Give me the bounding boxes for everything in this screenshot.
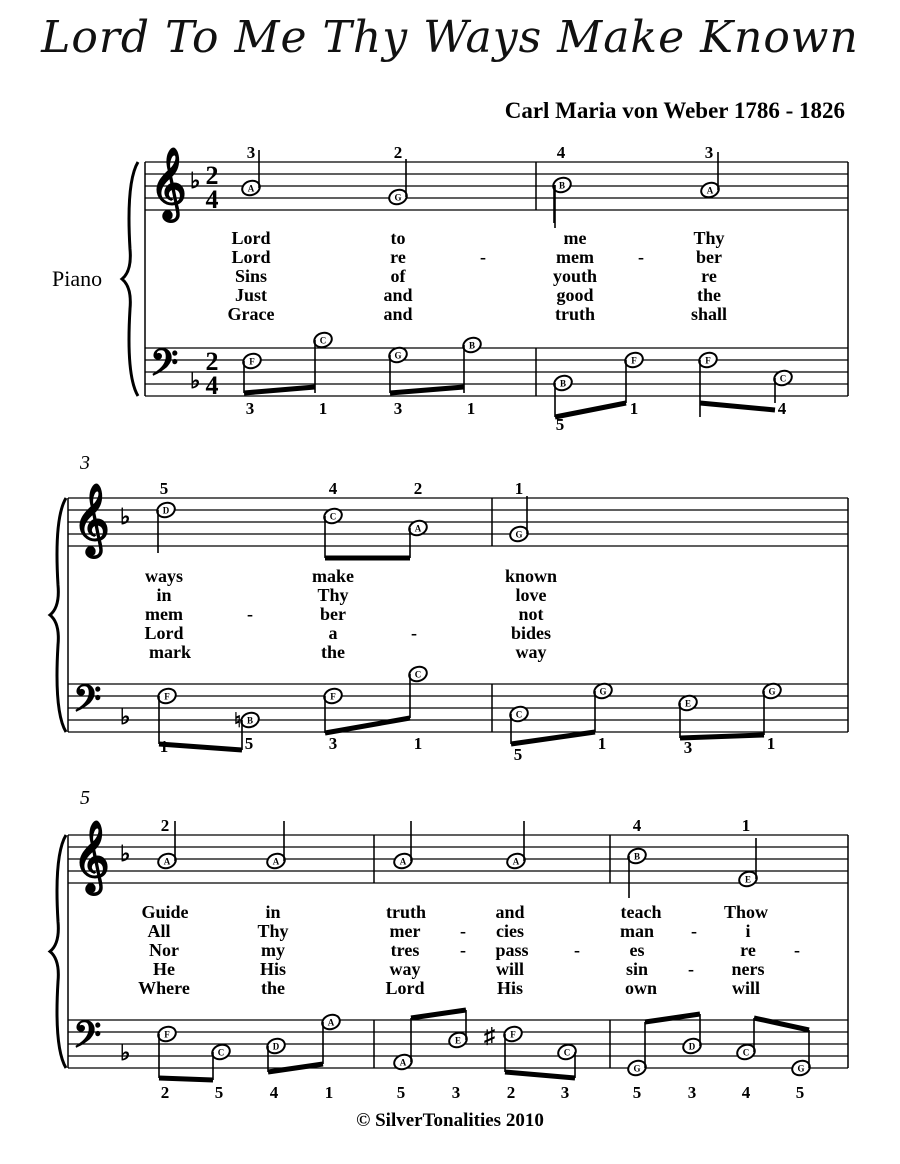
fingering-number: 1 — [597, 734, 607, 753]
fingering-number: 5 — [632, 1083, 642, 1102]
lyric-syllable: youth — [552, 266, 598, 286]
beam — [700, 403, 775, 410]
fingering-number: 3 — [393, 399, 403, 418]
lyric-syllable: Thy — [257, 921, 289, 941]
lyric-syllable: truth — [555, 304, 595, 324]
lyric-syllable: - — [247, 604, 253, 624]
brace — [122, 162, 138, 396]
composer-credit: Carl Maria von Weber 1786 - 1826 — [504, 98, 845, 123]
brace — [50, 835, 66, 1068]
lyric-syllable: - — [574, 940, 580, 960]
flat-key-signature-icon: ♭ — [120, 1040, 131, 1065]
lyric-syllable: pass — [495, 940, 529, 960]
time-signature-bottom: 4 — [205, 371, 219, 400]
lyric-syllable: Lord — [231, 228, 271, 248]
lyric-syllable: and — [383, 285, 413, 305]
note-letter: F — [510, 1029, 516, 1040]
natural-accidental-icon: ♮ — [234, 710, 242, 732]
brace — [50, 498, 66, 732]
lyric-syllable: mem — [556, 247, 594, 267]
lyric-syllable: His — [259, 959, 287, 979]
lyric-syllable: my — [261, 940, 285, 960]
note-letter: A — [399, 1057, 407, 1068]
lyric-syllable: ber — [320, 604, 346, 624]
flat-key-signature-icon: ♭ — [120, 841, 131, 866]
bass-clef-icon: 𝄢 — [73, 1015, 102, 1064]
note-letter: G — [394, 192, 402, 203]
lyric-syllable: Just — [234, 285, 268, 305]
lyric-syllable: - — [460, 921, 466, 941]
lyric-syllable: - — [688, 959, 694, 979]
note-letter: E — [684, 698, 692, 709]
note-letter: F — [249, 356, 255, 367]
flat-key-signature-icon: ♭ — [120, 504, 131, 529]
lyric-syllable: Guide — [141, 902, 189, 922]
copyright-footer: © SilverTonalities 2010 — [356, 1110, 544, 1131]
time-signature-bottom: 4 — [205, 185, 219, 214]
note-letter: G — [633, 1063, 641, 1074]
lyric-syllable: He — [153, 959, 175, 979]
note-letter: F — [330, 691, 336, 702]
note-letter: A — [272, 856, 280, 867]
lyric-syllable: love — [515, 585, 547, 605]
lyric-syllable: re — [701, 266, 717, 286]
lyric-syllable: - — [638, 247, 644, 267]
note-letter: B — [559, 378, 567, 389]
note-letter: B — [246, 715, 254, 726]
lyric-syllable: and — [383, 304, 413, 324]
lyric-syllable: His — [496, 978, 524, 998]
note-letter: C — [217, 1047, 225, 1058]
flat-key-signature-icon: ♭ — [190, 168, 201, 193]
lyric-syllable: - — [480, 247, 486, 267]
fingering-number: 5 — [396, 1083, 406, 1102]
note-letter: A — [706, 185, 714, 196]
note-letter: C — [414, 669, 422, 680]
note-letter: G — [394, 350, 402, 361]
beam — [390, 387, 464, 393]
lyric-syllable: ways — [144, 566, 184, 586]
lyric-syllable: Lord — [385, 978, 425, 998]
lyric-syllable: - — [460, 940, 466, 960]
lyric-syllable: will — [495, 959, 525, 979]
note-letter: A — [414, 523, 422, 534]
note-letter: E — [454, 1035, 462, 1046]
lyric-syllable: Grace — [227, 304, 275, 324]
treble-clef-icon: 𝄞 — [73, 486, 110, 554]
lyric-syllable: Thy — [317, 585, 349, 605]
lyric-syllable: in — [156, 585, 172, 605]
fingering-number: 1 — [324, 1083, 334, 1102]
lyric-syllable: mark — [149, 642, 191, 662]
note-letter: A — [247, 183, 255, 194]
beam — [411, 1010, 466, 1018]
lyric-syllable: Nor — [149, 940, 179, 960]
lyric-syllable: own — [624, 978, 658, 998]
lyric-syllable: bides — [510, 623, 552, 643]
measure-number: 5 — [80, 787, 90, 809]
note-letter: B — [468, 340, 476, 351]
beam — [555, 403, 626, 417]
lyric-syllable: a — [328, 623, 338, 643]
beam — [505, 1072, 575, 1078]
lyric-syllable: in — [265, 902, 281, 922]
note-letter: C — [329, 511, 337, 522]
lyric-syllable: cies — [496, 921, 524, 941]
lyric-syllable: way — [389, 959, 421, 979]
beam — [680, 735, 764, 738]
lyric-syllable: Lord — [144, 623, 184, 643]
lyric-syllable: Thow — [723, 902, 769, 922]
fingering-number: 5 — [555, 415, 565, 434]
instrument-label: Piano — [52, 266, 103, 291]
lyric-syllable: ber — [696, 247, 722, 267]
fingering-number: 5 — [795, 1083, 805, 1102]
fingering-number: 4 — [777, 399, 787, 418]
fingering-number: 2 — [393, 143, 403, 162]
page-title: Lord To Me Thy Ways Make Known — [41, 12, 859, 63]
lyric-syllable: make — [312, 566, 354, 586]
time-signature-top: 2 — [205, 347, 219, 376]
beam — [645, 1014, 700, 1022]
measure-number: 3 — [80, 452, 90, 474]
note-letter: E — [744, 874, 752, 885]
fingering-number: 3 — [451, 1083, 461, 1102]
fingering-number: 2 — [160, 1083, 170, 1102]
note-letter: G — [768, 686, 776, 697]
note-letter: A — [163, 856, 171, 867]
lyric-syllable: man — [619, 921, 655, 941]
note-letter: B — [558, 180, 566, 191]
fingering-number: 2 — [506, 1083, 516, 1102]
fingering-number: 5 — [159, 479, 169, 498]
note-letter: D — [272, 1041, 280, 1052]
note-letter: C — [779, 373, 787, 384]
flat-key-signature-icon: ♭ — [190, 368, 201, 393]
lyric-syllable: Where — [138, 978, 190, 998]
lyric-syllable: to — [390, 228, 406, 248]
fingering-number: 1 — [514, 479, 524, 498]
fingering-number: 5 — [214, 1083, 224, 1102]
fingering-number: 4 — [632, 816, 642, 835]
fingering-number: 3 — [246, 143, 256, 162]
lyric-syllable: teach — [620, 902, 662, 922]
fingering-number: 1 — [466, 399, 476, 418]
beam — [159, 1078, 213, 1080]
bass-clef-icon: 𝄢 — [150, 343, 179, 392]
lyric-syllable: known — [504, 566, 558, 586]
lyric-syllable: will — [731, 978, 761, 998]
note-letter: C — [515, 709, 523, 720]
fingering-number: 1 — [629, 399, 639, 418]
note-letter: D — [162, 505, 170, 516]
lyric-syllable: tres — [390, 940, 420, 960]
lyric-syllable: the — [697, 285, 721, 305]
beam — [511, 732, 595, 744]
lyric-syllable: - — [691, 921, 697, 941]
note-letter: A — [512, 856, 520, 867]
fingering-number: 1 — [413, 734, 423, 753]
time-signature-top: 2 — [205, 161, 219, 190]
note-letter: A — [327, 1017, 335, 1028]
lyric-syllable: the — [321, 642, 345, 662]
fingering-number: 4 — [556, 143, 566, 162]
lyric-syllable: mem — [145, 604, 183, 624]
treble-clef-icon: 𝄞 — [73, 823, 110, 891]
lyric-syllable: ners — [731, 959, 765, 979]
note-letter: C — [742, 1047, 750, 1058]
note-letter: F — [164, 691, 170, 702]
lyric-syllable: good — [556, 285, 594, 305]
fingering-number: 4 — [741, 1083, 751, 1102]
note-letter: C — [319, 335, 327, 346]
note-letter: G — [599, 686, 607, 697]
fingering-number: 4 — [269, 1083, 279, 1102]
lyric-syllable: truth — [386, 902, 426, 922]
fingering-number: 1 — [318, 399, 328, 418]
fingering-number: 3 — [687, 1083, 697, 1102]
lyric-syllable: - — [794, 940, 800, 960]
lyric-syllable: Sins — [234, 266, 268, 286]
lyric-syllable: not — [518, 604, 544, 624]
note-letter: F — [164, 1029, 170, 1040]
lyric-syllable: mer — [389, 921, 421, 941]
beam — [159, 744, 242, 750]
fingering-number: 3 — [245, 399, 255, 418]
bass-clef-icon: 𝄢 — [73, 679, 102, 728]
note-letter: F — [631, 355, 637, 366]
lyric-syllable: All — [147, 921, 171, 941]
lyric-syllable: shall — [690, 304, 728, 324]
beam — [244, 387, 315, 393]
fingering-number: 5 — [244, 734, 254, 753]
fingering-number: 4 — [328, 479, 338, 498]
lyric-syllable: i — [745, 921, 751, 941]
fingering-number: 3 — [560, 1083, 570, 1102]
fingering-number: 2 — [413, 479, 423, 498]
lyric-syllable: re — [390, 247, 406, 267]
note-letter: G — [797, 1063, 805, 1074]
lyric-syllable: Lord — [231, 247, 271, 267]
fingering-number: 3 — [683, 738, 693, 757]
lyric-syllable: re — [740, 940, 756, 960]
lyric-syllable: of — [390, 266, 406, 286]
note-letter: F — [705, 355, 711, 366]
note-letter: B — [633, 851, 641, 862]
fingering-number: 1 — [741, 816, 751, 835]
note-letter: G — [515, 529, 523, 540]
lyric-syllable: - — [411, 623, 417, 643]
note-letter: C — [563, 1047, 571, 1058]
treble-clef-icon: 𝄞 — [150, 150, 187, 218]
note-letter: D — [688, 1041, 696, 1052]
fingering-number: 3 — [704, 143, 714, 162]
lyric-syllable: the — [261, 978, 285, 998]
fingering-number: 1 — [766, 734, 776, 753]
flat-key-signature-icon: ♭ — [120, 704, 131, 729]
lyric-syllable: me — [563, 228, 587, 248]
lyric-syllable: Thy — [693, 228, 725, 248]
fingering-number: 1 — [159, 737, 169, 756]
note-letter: A — [399, 856, 407, 867]
sharp-accidental-icon: ♯ — [484, 1023, 495, 1048]
lyric-syllable: and — [495, 902, 525, 922]
fingering-number: 5 — [513, 745, 523, 764]
lyric-syllable: es — [629, 940, 645, 960]
fingering-number: 2 — [160, 816, 170, 835]
lyric-syllable: sin — [625, 959, 649, 979]
lyric-syllable: way — [515, 642, 547, 662]
fingering-number: 3 — [328, 734, 338, 753]
